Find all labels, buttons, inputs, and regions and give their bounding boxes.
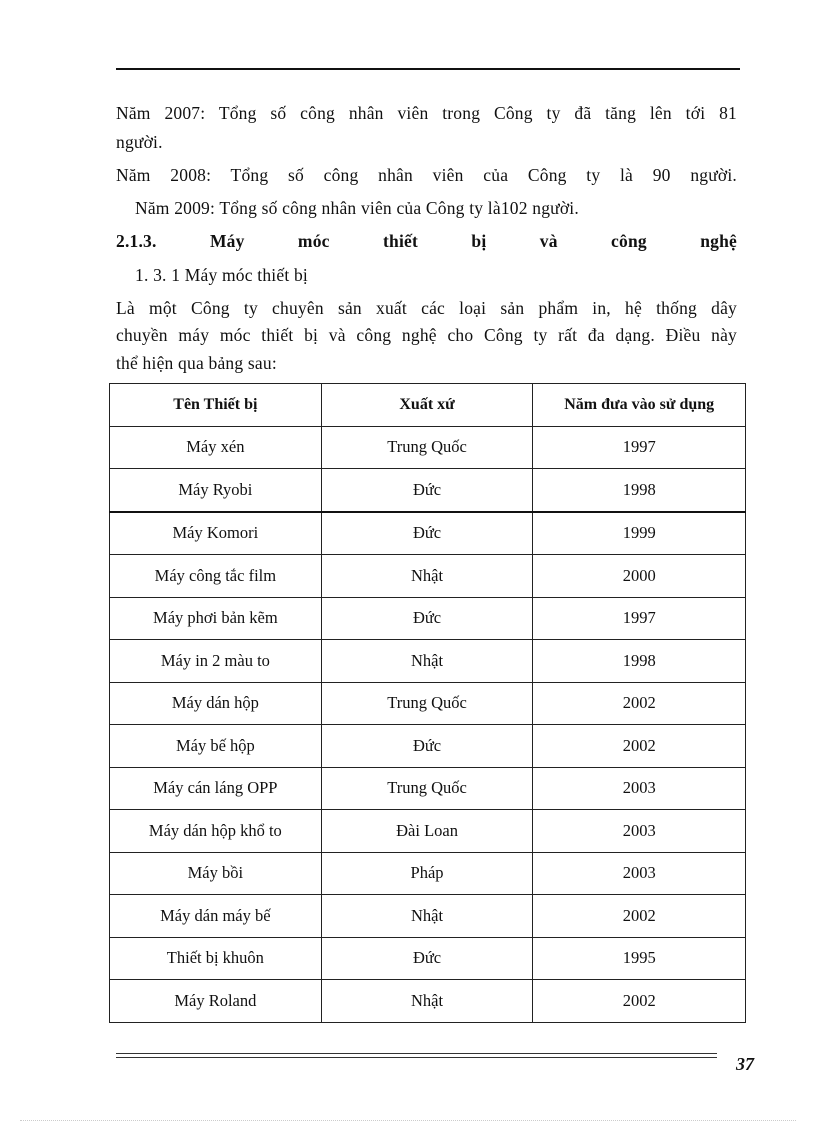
- cell-origin: Đức: [321, 937, 533, 980]
- intro-line-3: thể hiện qua bảng sau:: [116, 353, 277, 373]
- cell-equipment-name: Máy dán máy bế: [110, 895, 322, 938]
- header-equipment-name: Tên Thiết bị: [110, 384, 322, 427]
- cell-origin: Trung Quốc: [321, 426, 533, 469]
- page-bottom-dotted-line: [20, 1120, 796, 1121]
- table-row: [110, 469, 746, 512]
- header-year-in-use: Năm đưa vào sử dụng: [533, 384, 746, 427]
- cell-year: 2002: [533, 980, 746, 1023]
- cell-year: 2000: [533, 555, 746, 598]
- cell-equipment-name: Máy Ryobi: [110, 469, 322, 512]
- cell-equipment-name: Máy cán láng OPP: [110, 767, 322, 810]
- cell-year: 2002: [533, 725, 746, 768]
- cell-origin: Đức: [321, 512, 533, 555]
- cell-origin: Trung Quốc: [321, 682, 533, 725]
- cell-year: 1998: [533, 640, 746, 683]
- cell-equipment-name: Máy dán hộp khổ to: [110, 810, 322, 853]
- footer-rule-top: [116, 1053, 717, 1054]
- paragraph-2007-line1: Năm 2007: Tổng số công nhân viên trong Công ty đã tăng lên tới 81: [116, 103, 737, 123]
- table-row: [110, 555, 746, 598]
- cell-origin: Đức: [321, 597, 533, 640]
- table-row: [110, 937, 746, 980]
- table-row: [110, 682, 746, 725]
- header-rule: [116, 68, 740, 70]
- table-row: [110, 810, 746, 853]
- table-row: [110, 640, 746, 683]
- intro-line-1: Là một Công ty chuyên sản xuất các loại sản phẩm in, hệ thống dây: [116, 298, 737, 318]
- cell-equipment-name: Máy xén: [110, 426, 322, 469]
- table-header-row: [110, 384, 746, 427]
- table-row: [110, 980, 746, 1023]
- cell-origin: Trung Quốc: [321, 767, 533, 810]
- cell-equipment-name: Máy bồi: [110, 852, 322, 895]
- cell-year: 1997: [533, 597, 746, 640]
- subsection-heading: 1. 3. 1 Máy móc thiết bị: [135, 265, 308, 285]
- table-body: [110, 426, 746, 1022]
- footer-rule-bottom: [116, 1057, 717, 1058]
- cell-equipment-name: Máy Roland: [110, 980, 322, 1023]
- cell-origin: Nhật: [321, 980, 533, 1023]
- cell-equipment-name: Máy phơi bản kẽm: [110, 597, 322, 640]
- header-origin: Xuất xứ: [321, 384, 533, 427]
- cell-equipment-name: Máy Komori: [110, 512, 322, 555]
- cell-year: 2003: [533, 810, 746, 853]
- table-row: [110, 725, 746, 768]
- table-row: [110, 597, 746, 640]
- cell-origin: Pháp: [321, 852, 533, 895]
- cell-origin: Nhật: [321, 640, 533, 683]
- cell-year: 2003: [533, 852, 746, 895]
- table-row: [110, 512, 746, 555]
- equipment-table: [109, 383, 746, 1023]
- cell-origin: Đức: [321, 469, 533, 512]
- cell-origin: Đức: [321, 725, 533, 768]
- cell-year: 1997: [533, 426, 746, 469]
- cell-year: 2003: [533, 767, 746, 810]
- table-row: [110, 852, 746, 895]
- section-heading: 2.1.3. Máy móc thiết bị và công nghệ: [116, 231, 737, 251]
- cell-origin: Nhật: [321, 895, 533, 938]
- cell-equipment-name: Máy in 2 màu to: [110, 640, 322, 683]
- page-number: 37: [736, 1054, 754, 1074]
- cell-year: 1999: [533, 512, 746, 555]
- cell-year: 1995: [533, 937, 746, 980]
- table-row: [110, 895, 746, 938]
- paragraph-2007-line2: người.: [116, 132, 163, 152]
- paragraph-2009: Năm 2009: Tổng số công nhân viên của Công ty là102 người.: [135, 198, 579, 218]
- table-row: [110, 767, 746, 810]
- cell-equipment-name: Thiết bị khuôn: [110, 937, 322, 980]
- paragraph-2008: Năm 2008: Tổng số công nhân viên của Công ty là 90 người.: [116, 165, 737, 185]
- cell-year: 2002: [533, 895, 746, 938]
- cell-year: 1998: [533, 469, 746, 512]
- cell-origin: Đài Loan: [321, 810, 533, 853]
- cell-equipment-name: Máy bế hộp: [110, 725, 322, 768]
- cell-equipment-name: Máy công tắc film: [110, 555, 322, 598]
- cell-year: 2002: [533, 682, 746, 725]
- cell-origin: Nhật: [321, 555, 533, 598]
- intro-line-2: chuyền máy móc thiết bị và công nghệ cho Công ty rất đa dạng. Điều này: [116, 325, 737, 345]
- table-row: [110, 426, 746, 469]
- cell-equipment-name: Máy dán hộp: [110, 682, 322, 725]
